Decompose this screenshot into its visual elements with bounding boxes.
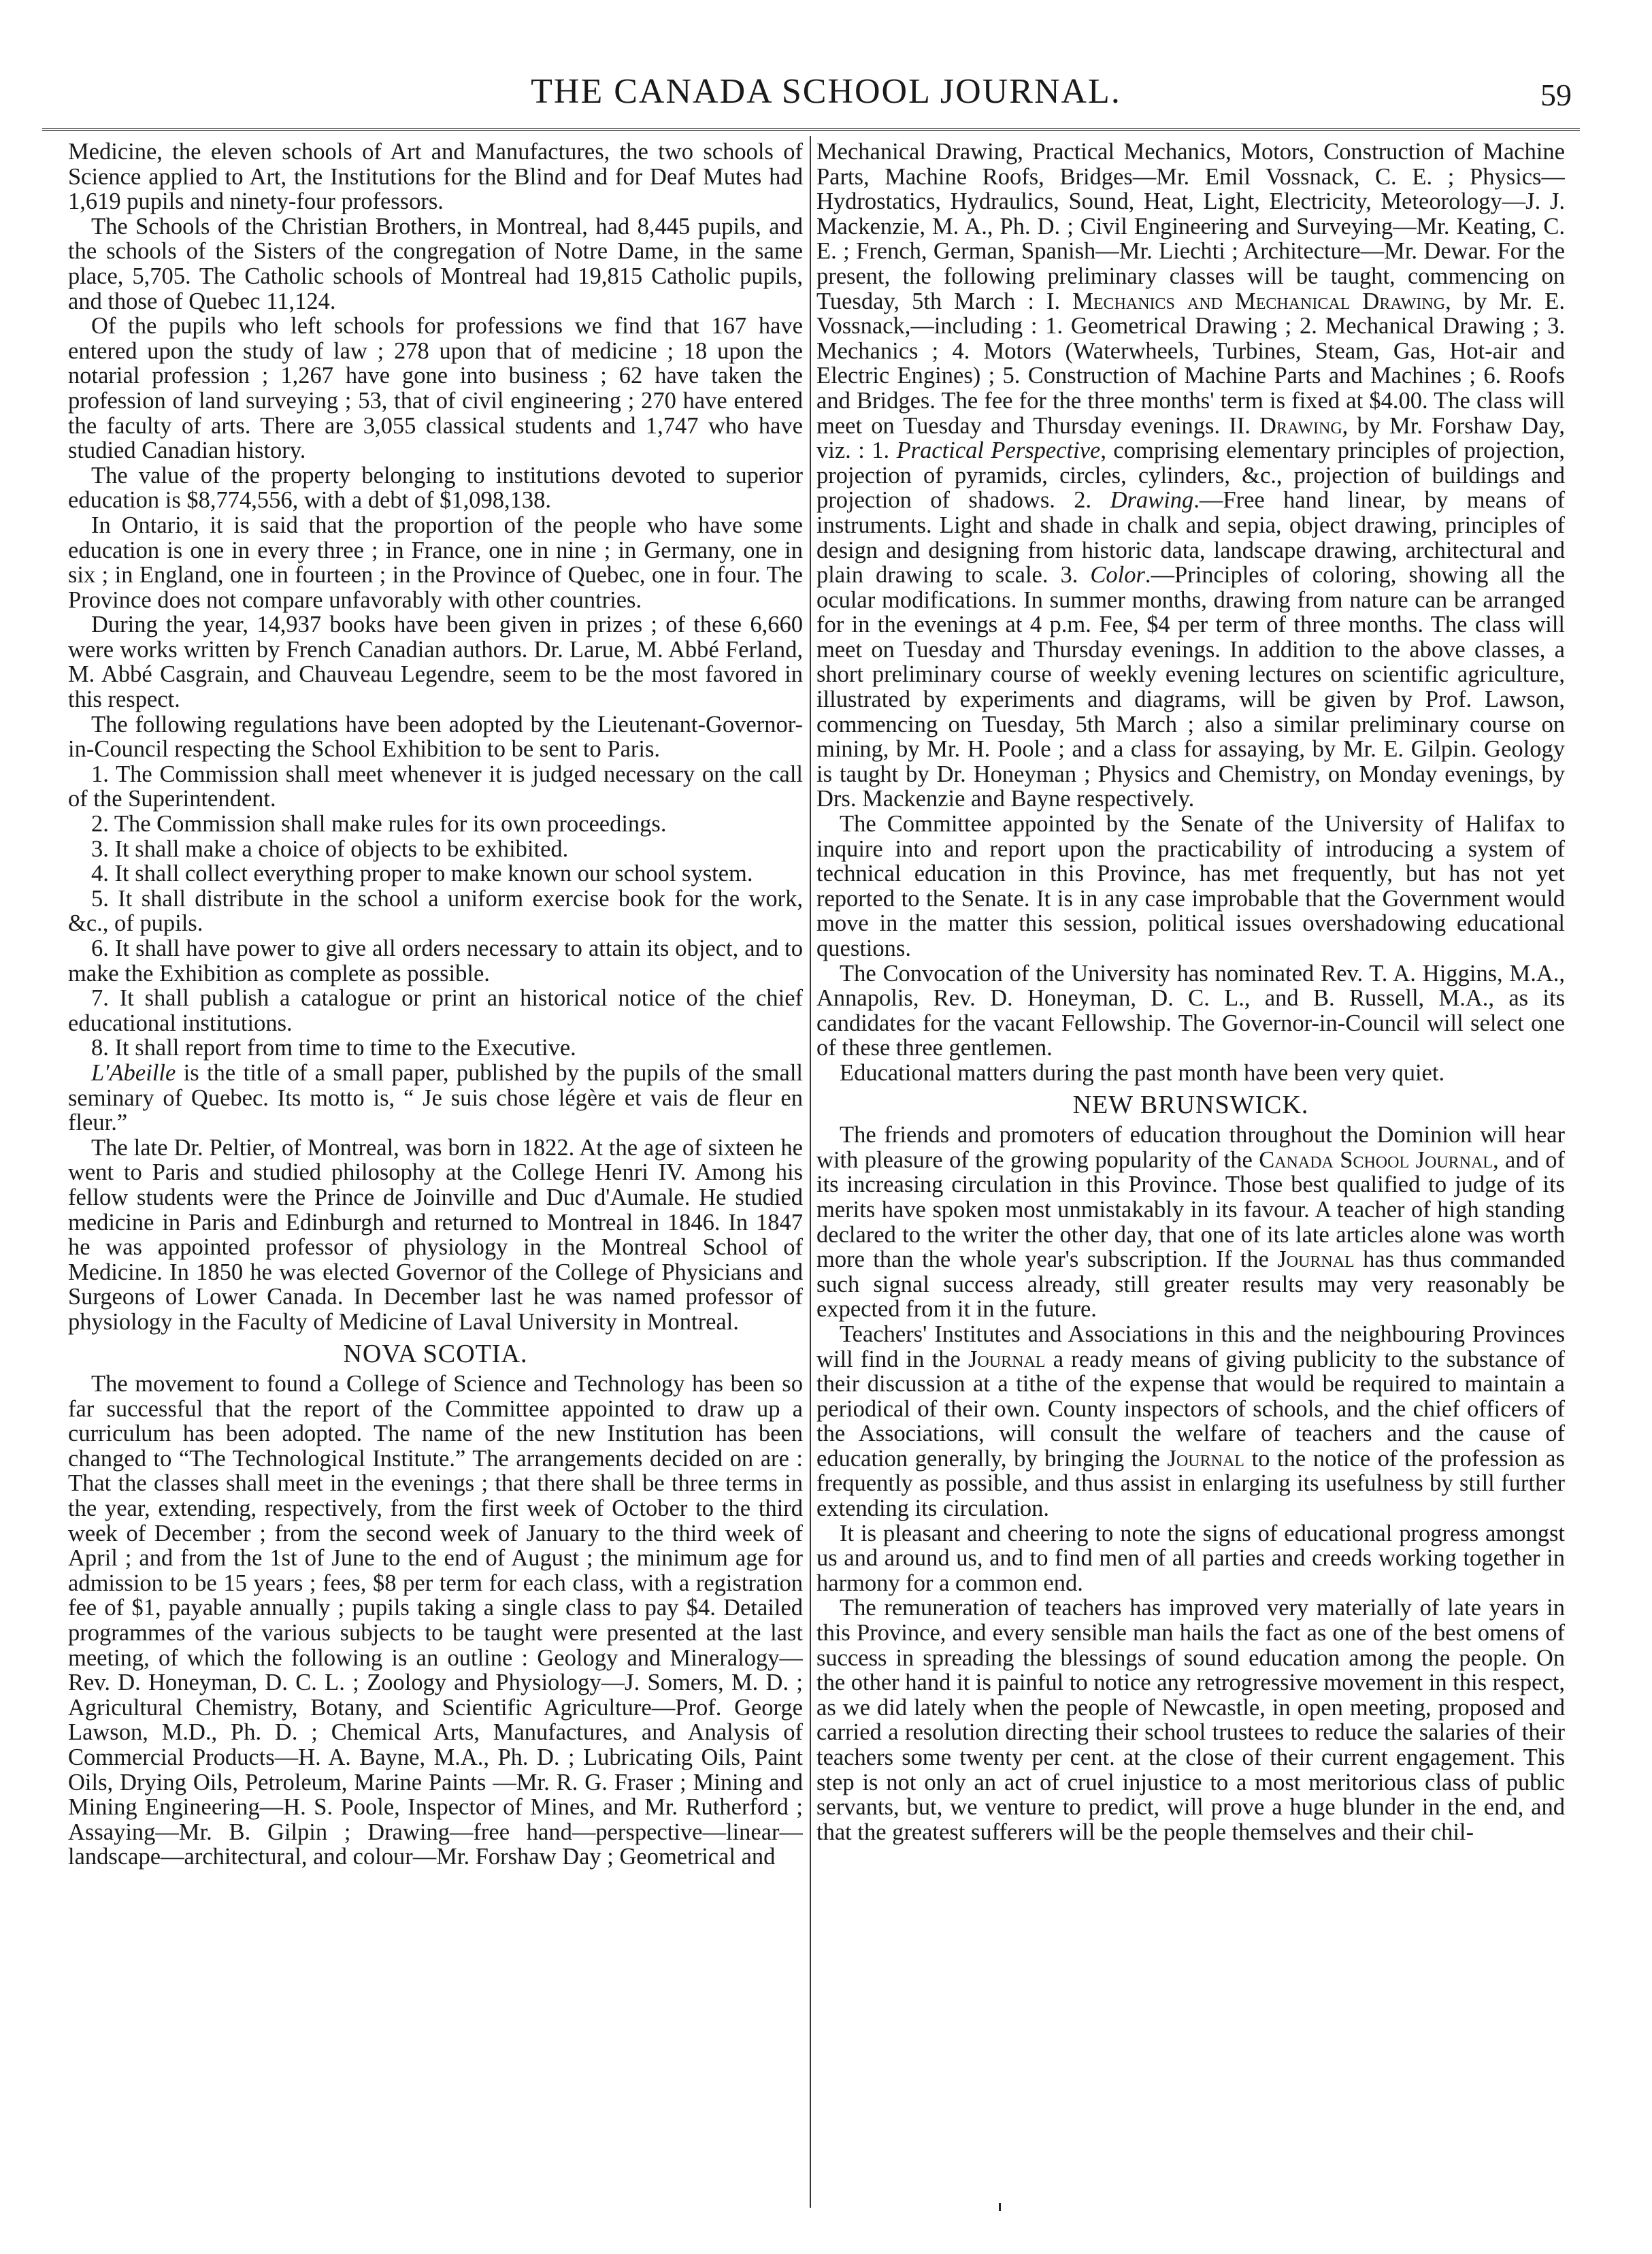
- paragraph: The Convocation of the University has nominated Rev. T. A. Higgins, M.A., Annapolis, Rev. D. Honeyman, D. C. L., and B. Russell, M.A., as its candidates for the vacant Fellowship. The Governor-in-Council will select one of these three gentlemen.: [816, 960, 1565, 1061]
- paragraph: It is pleasant and cheering to note the signs of educational progress amongst us and around us, and to find men of all parties and creeds working together in harmony for a common end.: [816, 1520, 1565, 1596]
- paragraph: In Ontario, it is said that the proportion of the people who have some education is one in every three ; in France, one in nine ; in Germany, one in six ; in England, one in fourteen ; in the Province of Quebec, one in four. The Province does not compare unfavorably with other countries.: [68, 512, 803, 613]
- paragraph: The following regulations have been adopted by the Lieutenant-Governor-in-Council respecting the School Exhibition to be sent to Paris.: [68, 711, 803, 763]
- regulation-item: 4. It shall collect everything proper to make known our school system.: [91, 861, 753, 887]
- paragraph: The remuneration of teachers has improved very materially of late years in this Province, and every sensible man hails the fact as one of the best omens of success in spreading the blessings of sound education among the people. On the other hand it is painful to notice any retrogressive movement in this respect, as we did lately when the people of Newcastle, in open meeting, proposed and carried a resolution directing their school trustees to reduce the salaries of their teachers some twenty per cent. at the close of their current engagement. This step is not only an act of cruel injustice to a most meritorious class of public servants, but, we venture to predict, will prove a huge blunder in the end, and that the greatest sufferers will be the people themselves and their chil-: [816, 1595, 1565, 1845]
- text-run: , and of its increasing circulation in this Province. Those best qualified to judge of its merits have spoken most unmistakably in its favour. A teacher of high standing declared to the writer the other day, that one of its late articles alone was worth more than the whole year's subscription. If the: [816, 1146, 1565, 1273]
- regulation-item: 2. The Commission shall make rules for its own proceedings.: [91, 811, 667, 838]
- new-brunswick-heading: NEW BRUNSWICK.: [1072, 1090, 1309, 1119]
- italic-run: Practical Perspective: [896, 437, 1101, 464]
- text-run: Teachers' Institutes and Associations in this and the neighbouring Provinces will find in the: [816, 1321, 1565, 1372]
- text-run: The friends and promoters of education throughout the Dominion will hear with pleasure of the growing popularity of the: [816, 1122, 1565, 1173]
- small-caps-run: Canada School Journal: [1259, 1146, 1493, 1173]
- regulation-item: 6. It shall have power to give all orders necessary to attain its object, and to make the Exhibition as complete as possible.: [68, 935, 803, 987]
- paragraph: Educational matters during the past month have been very quiet.: [840, 1059, 1445, 1086]
- small-caps-run: Journal: [1167, 1445, 1244, 1472]
- header-rule: [42, 128, 1580, 131]
- paragraph: Of the pupils who left schools for professions we find that 167 have entered upon the study of law ; 278 upon that of medicine ; 18 upon the notarial profession ; 1,267 have gone into business ; 62 have taken the profession of land surveying ; 53, that of civil engineering ; 270 have entered the faculty of arts. There are 3,055 classical students and 1,747 who have studied Canadian history.: [68, 313, 803, 464]
- text-run: has thus commanded such signal success already, still greater results may very reasonably be expected from it in the future.: [816, 1246, 1565, 1323]
- paragraph: [816, 1123, 1565, 1322]
- journal-title: THE CANADA SCHOOL JOURNAL.: [531, 72, 1121, 111]
- page-header: [0, 71, 1652, 126]
- text-run: a ready means of giving publicity to the substance of their discussion at a tithe of the expense that would be required to maintain a periodical of their own. County inspectors of schools, and the chief officers of the Associations, will consult the welfare of teachers and the cause of education generally, by bringing the: [816, 1346, 1565, 1472]
- paragraph: Medicine, the eleven schools of Art and Manufactures, the two schools of Science applied to Art, the Institutions for the Blind and for Deaf Mutes had 1,619 pupils and ninety-four professors.: [68, 139, 803, 215]
- bottom-mark: [999, 2203, 1001, 2211]
- text-run: , by Mr. E. Vossnack,—including : 1. Geometrical Drawing ; 2. Mechanical Drawing ; 3. Mechanics ; 4. Motors (Waterwheels, Turbines, Steam, Gas, Hot-air and Electric Engines) ; 5. Construction of Machine Parts and Machines ; 6. Roofs and Bridges. The fee for the three months' term is fixed at $4.00. The class will meet on Tuesday and Thursday evenings. II.: [816, 288, 1565, 439]
- abeille-title: L'Abeille: [91, 1059, 176, 1086]
- right-column: [816, 139, 1565, 2208]
- abeille-paragraph: [68, 1061, 803, 1136]
- paragraph: The Committee appointed by the Senate of the University of Halifax to inquire into and report upon the practicability of introducing a system of technical education in this Province, has met frequently, but has not yet reported to the Senate. It is in any case improbable that the Government would move in the matter this session, political issues overshadowing educational questions.: [816, 811, 1565, 961]
- italic-run: Drawing: [1110, 487, 1194, 514]
- italic-run: Color: [1090, 562, 1145, 589]
- paragraph: [816, 1322, 1565, 1521]
- regulation-item: 3. It shall make a choice of objects to be exhibited.: [91, 835, 569, 862]
- peltier-paragraph: The late Dr. Peltier, of Montreal, was born in 1822. At the age of sixteen he went to Paris and studied philosophy at the College Henri IV. Among his fellow students were the Prince de Joinville and Duc d'Aumale. He studied medicine in Paris and Edinburgh and returned to Montreal in 1846. In 1847 he was appointed professor of physiology in the Montreal School of Medicine. In 1850 he was elected Governor of the College of Physicians and Surgeons of Lower Canada. In December last he was named professor of physiology in the Faculty of Medicine of Laval University in Montreal.: [68, 1134, 803, 1335]
- small-caps-run: Mechanics and Mechanical Drawing: [1072, 288, 1446, 314]
- text-run: .—Free hand linear, by means of instruments. Light and shade in chalk and sepia, object drawing, principles of design and designing from historic data, landscape drawing, architectural and plain drawing to scale. 3.: [816, 487, 1565, 589]
- technological-classes-paragraph: [816, 139, 1565, 812]
- regulation-item: 7. It shall publish a catalogue or print an historical notice of the chief educational institutions.: [68, 985, 803, 1036]
- nova-scotia-heading: NOVA SCOTIA.: [343, 1339, 528, 1368]
- nova-scotia-paragraph: The movement to found a College of Science and Technology has been so far successful that the report of the Committee appointed to draw up a curriculum has been adopted. The name of the new Institution has been changed to “The Technological Institute.” The arrangements decided on are : That the classes shall meet in the evenings ; that there shall be three terms in the year, extending, respectively, from the first week of October to the third week of December ; from the second week of January to the third week of April ; and from the 1st of June to the end of August ; the minimum age for admission to be 15 years ; fees, $8 per term for each class, with a registration fee of $1, payable annually ; pupils taking a single class to pay $4. Detailed programmes of the various subjects to be taught were presented at the last meeting, of which the following is an outline : Geology and Mineralogy—Rev. D. Honeyman, D. C. L. ; Zoology and Physiology—J. Somers, M. D. ; Agricultural Chemistry, Botany, and Scientific Agriculture—Prof. George Lawson, M.D., Ph. D. ; Chemical Arts, Manufactures, and Analysis of Commercial Products—H. A. Bayne, M.A., Ph. D. ; Lubricating Oils, Paint Oils, Drying Oils, Petroleum, Marine Paints —Mr. R. G. Fraser ; Mining and Mining Engineering—H. S. Poole, Inspector of Mines, and Mr. Rutherford ; Assaying—Mr. B. Gilpin ; Drawing—free hand—perspective—linear—landscape—architectural, and colour—Mr. Forshaw Day ; Geometrical and: [68, 1371, 803, 1870]
- text-run: .—Principles of coloring, showing all the ocular modifications. In summer months, drawing from nature can be arranged for in the evenings at 4 p.m. Fee, $4 per term of three months. The class will meet on Tuesday and Thursday evenings. In addition to the above classes, a short preliminary course of weekly evening lectures on scientific agriculture, illustrated by experiments and diagrams, will be given by Prof. Lawson, commencing on Tuesday, 5th March ; also a similar preliminary course on mining, by Mr. H. Poole ; and a class for assaying, by Mr. E. Gilpin. Geology is taught by Dr. Honeyman ; Physics and Chemistry, on Monday evenings, by Drs. Mackenzie and Bayne respectively.: [816, 562, 1565, 812]
- small-caps-run: Drawing: [1259, 412, 1342, 439]
- regulation-item: 5. It shall distribute in the school a uniform exercise book for the work, &c., of pupils.: [68, 885, 803, 937]
- left-column: [68, 139, 803, 2208]
- paragraph: The Schools of the Christian Brothers, in Montreal, had 8,445 pupils, and the schools of the Sisters of the congregation of Notre Dame, in the same place, 5,705. The Catholic schools of Montreal had 19,815 Catholic pupils, and those of Quebec 11,124.: [68, 213, 803, 314]
- regulation-item: 1. The Commission shall meet whenever it is judged necessary on the call of the Superintendent.: [68, 761, 803, 812]
- regulation-item: 8. It shall report from time to time to the Executive.: [91, 1035, 576, 1061]
- text-run: , by Mr. Forshaw Day, viz. : 1.: [816, 412, 1565, 464]
- column-divider: [810, 136, 811, 2208]
- text-run: , comprising elementary principles of projection, projection of pyramids, circles, cylinders, &c., projection of buildings and projection of shadows. 2.: [816, 437, 1565, 514]
- paragraph: During the year, 14,937 books have been given in prizes ; of these 6,660 were works written by French Canadian authors. Dr. Larue, M. Abbé Ferland, M. Abbé Casgrain, and Chauveau Legendre, seem to be the most favored in this respect.: [68, 612, 803, 713]
- page-number: 59: [1540, 78, 1572, 112]
- abeille-text: is the title of a small paper, published by the pupils of the small seminary of Quebec. Its motto is, “ Je suis chose légère et vais de fleur en fleur.”: [68, 1059, 803, 1136]
- small-caps-run: Journal: [1277, 1246, 1355, 1273]
- text-run: Mechanical Drawing, Practical Mechanics, Motors, Construction of Machine Parts, Machine Roofs, Bridges—Mr. Emil Vossnack, C. E. ; Physics—Hydrostatics, Hydraulics, Sound, Heat, Light, Electricity, Meteorology—J. J. Mackenzie, M. A., Ph. D. ; Civil Engineering and Surveying—Mr. Keating, C. E. ; French, German, Spanish—Mr. Liechti ; Architecture—Mr. Dewar. For the present, the following preliminary classes will be taught, commencing on Tuesday, 5th March : I.: [816, 139, 1565, 314]
- text-run: to the notice of the profession as frequently as possible, and thus assist in enlarging its usefulness by still further extending its circulation.: [816, 1445, 1565, 1522]
- paragraph: The value of the property belonging to institutions devoted to superior education is $8,774,556, with a debt of $1,098,138.: [68, 462, 803, 514]
- small-caps-run: Journal: [968, 1346, 1046, 1372]
